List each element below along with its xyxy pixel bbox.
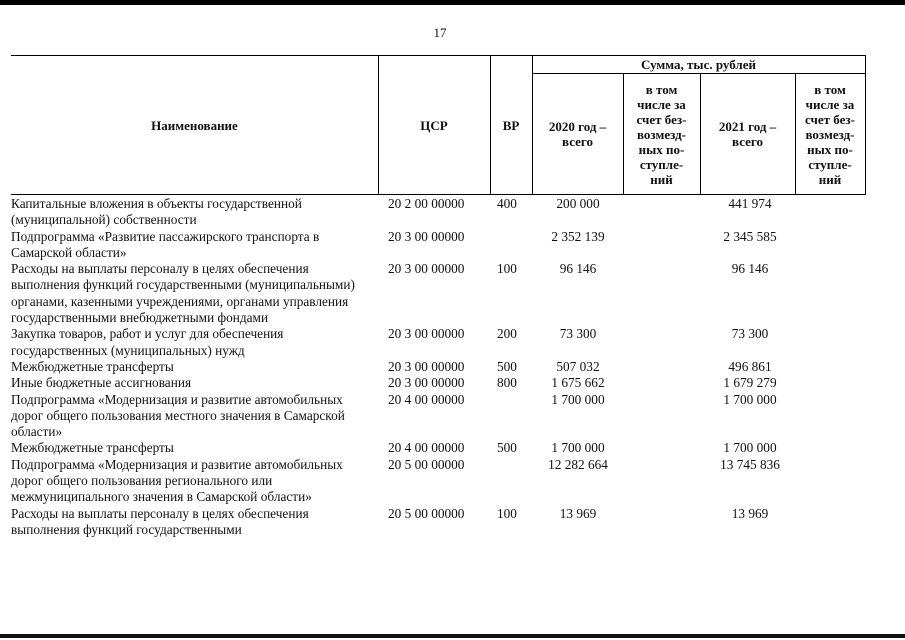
row-2020-total: 73 300 [559,326,597,342]
table-row [0,457,905,506]
row-csr: 20 4 00 00000 [388,391,465,407]
row-name: Закупка товаров, работ и услуг для обеспечения государственных (муниципальных) нужд [11,326,284,358]
row-2021-total: 96 146 [731,261,769,277]
header-2021-total: 2021 год – всего [718,119,777,149]
header-name: Наименование [151,117,238,133]
table-row [0,229,905,262]
row-vr: 500 [497,440,517,456]
row-2021-total: 496 861 [728,358,772,374]
row-name: Подпрограмма «Развитие пассажирского транспорта в Самарской области» [11,228,320,260]
row-vr: 400 [497,196,517,211]
row-csr: 20 2 00 00000 [388,196,465,211]
row-2020-total: 96 146 [559,261,597,277]
row-name: Расходы на выплаты персоналу в целях обеспечения выполнения функций государственными (муниципальными) органами, казенными учреждениями, органами управления государственными внебюджетными фондами [11,261,355,326]
row-2020-total: 13 969 [559,505,597,521]
row-name: Подпрограмма «Модернизация и развитие автомобильных дорог общего пользования регионального или межмуниципального значения в Самарской области» [11,456,343,505]
row-2020-total: 1 700 000 [551,440,605,456]
row-csr: 20 3 00 00000 [388,326,465,342]
table-row [0,261,905,326]
row-name: Подпрограмма «Модернизация и развитие автомобильных дорог общего пользования местного значения в Самарской области» [11,391,345,440]
row-2021-total: 441 974 [728,196,772,211]
row-csr: 20 3 00 00000 [388,358,465,374]
row-2021-total: 1 679 279 [723,375,777,391]
row-name: Капитальные вложения в объекты государственной (муниципальной) собственности [11,196,302,228]
row-name: Расходы на выплаты персоналу в целях обеспечения выполнения функций государственными [11,505,309,537]
row-vr: 100 [497,261,517,277]
table-body [0,196,905,538]
row-2021-total: 13 969 [731,505,769,521]
header-csr: ЦСР [420,117,448,133]
row-2020-total: 200 000 [556,196,600,211]
table-row [0,196,905,229]
header-vr: ВР [502,117,520,133]
row-csr: 20 3 00 00000 [388,261,465,277]
row-2020-total: 1 700 000 [551,391,605,407]
table-row [0,440,905,456]
row-2020-total: 2 352 139 [551,228,605,244]
table-header [0,55,905,195]
row-2020-total: 12 282 664 [548,456,608,472]
row-csr: 20 5 00 00000 [388,456,465,472]
row-2021-total: 1 700 000 [723,440,777,456]
row-csr: 20 3 00 00000 [388,375,465,391]
table-row [0,506,905,539]
row-2021-total: 2 345 585 [723,228,777,244]
header-2020-total: 2020 год – всего [548,119,607,149]
table-row [0,359,905,375]
row-vr: 500 [497,358,517,374]
table-row [0,375,905,391]
row-vr: 800 [497,375,517,391]
row-2021-total: 13 745 836 [720,456,780,472]
table-row [0,392,905,441]
row-2020-total: 507 032 [556,358,600,374]
header-sum-group: Сумма, тыс. рублей [641,56,756,72]
top-border [0,0,905,5]
row-csr: 20 3 00 00000 [388,228,465,244]
row-vr: 100 [497,505,517,521]
row-csr: 20 4 00 00000 [388,440,465,456]
row-name: Межбюджетные трансферты [11,440,174,456]
row-2021-total: 73 300 [731,326,769,342]
row-csr: 20 5 00 00000 [388,505,465,521]
row-2020-total: 1 675 662 [551,375,605,391]
bottom-border [0,634,905,638]
row-name: Иные бюджетные ассигнования [11,375,192,391]
header-2020-free: в том числе за счет без- возмезд- ных по- ступле- ний [636,81,687,187]
row-vr: 200 [497,326,517,342]
header-2021-free: в том числе за счет без- возмезд- ных по- ступле- ний [805,81,855,187]
table-row [0,326,905,359]
page-number: 17 [433,25,447,40]
row-2021-total: 1 700 000 [723,391,777,407]
col-divider [865,55,866,195]
row-name: Межбюджетные трансферты [11,358,174,374]
